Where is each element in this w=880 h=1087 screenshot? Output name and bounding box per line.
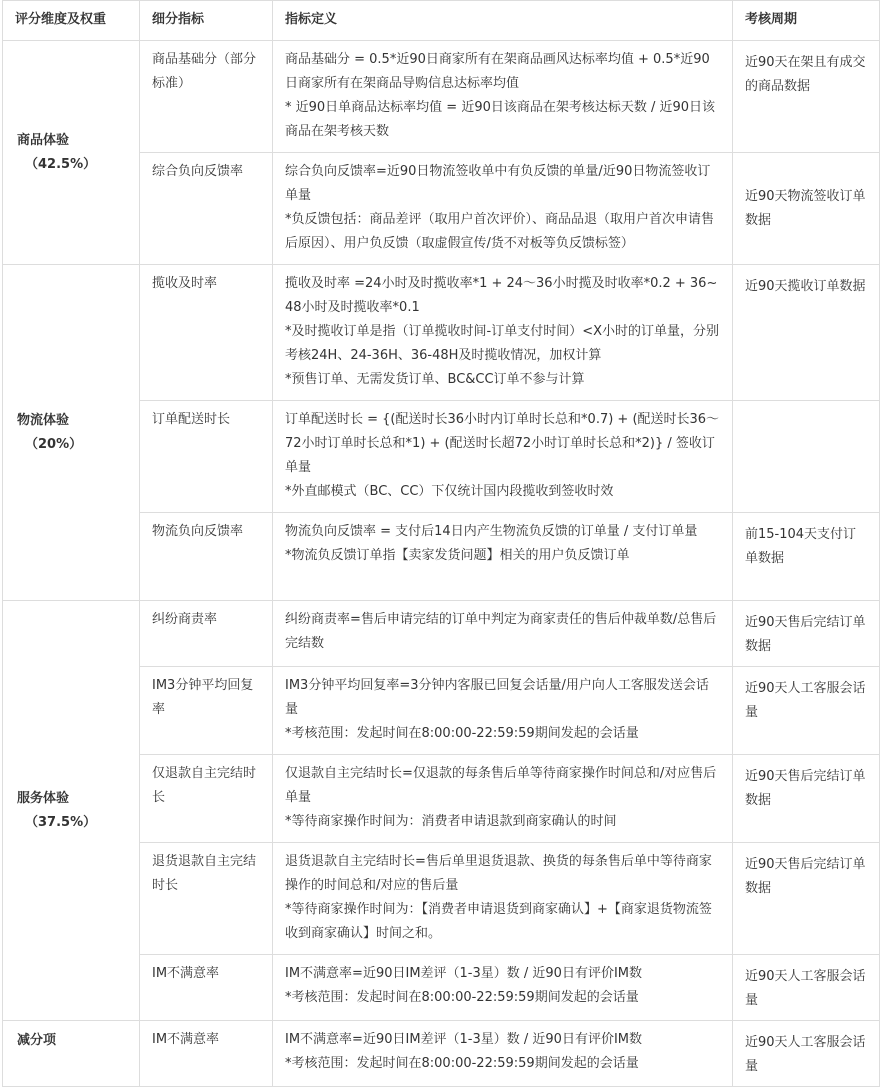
indicator-cell: 退货退款自主完结时长: [140, 843, 273, 955]
dimension-name: 商品体验: [17, 132, 70, 148]
indicator-cell: 物流负向反馈率: [140, 513, 273, 601]
definition-line: *考核范围：发起时间在8:00:00-22:59:59期间发起的会话量: [285, 990, 639, 1005]
table-row: [3, 601, 880, 667]
definition-line: 仅退款自主完结时长=仅退款的每条售后单等待商家操作时间总和/对应售后单量: [285, 766, 717, 805]
definition-line: 商品基础分 = 0.5*近90日商家所有在架商品画风达标率均值 + 0.5*近90日商家所有在架商品导购信息达标率均值: [285, 52, 710, 91]
definition-line: IM不满意率=近90日IM差评（1-3星）数 / 近90日有评价IM数: [285, 1032, 643, 1047]
header-dimension: 评分维度及权重: [3, 1, 140, 41]
definition-line: *等待商家操作时间为：消费者申请退款到商家确认的时间: [285, 814, 617, 829]
definition-line: *考核范围：发起时间在8:00:00-22:59:59期间发起的会话量: [285, 726, 639, 741]
indicator-cell: 商品基础分（部分标准）: [140, 41, 273, 153]
period-cell: 近90天人工客服会话量: [733, 1021, 880, 1087]
definition-cell: [273, 601, 733, 667]
definition-cell: [273, 843, 733, 955]
definition-line: *预售订单、无需发货订单、BC&CC订单不参与计算: [285, 372, 585, 387]
period-cell: 近90天售后完结订单数据: [733, 755, 880, 843]
definition-line: *及时揽收订单是指（订单揽收时间-订单支付时间）<X小时的订单量，分别考核24H、24-36H、36-48H及时揽收情况，加权计算: [285, 324, 719, 363]
period-cell: 近90天人工客服会话量: [733, 955, 880, 1021]
definition-line: 订单配送时长 = {(配送时长36小时内订单时长总和*0.7) + (配送时长36～72小时订单时长总和*1) + (配送时长超72小时订单时长总和*2)} / 签收订单量: [285, 412, 720, 475]
definition-cell: [273, 265, 733, 401]
definition-line: 退货退款自主完结时长=售后单里退货退款、换货的每条售后单中等待商家操作的时间总和/对应的售后量: [285, 854, 712, 893]
period-cell: 前15-104天支付订单数据: [733, 513, 880, 601]
definition-cell: [273, 755, 733, 843]
dimension-weight: （20%）: [25, 436, 83, 452]
definition-cell: [273, 41, 733, 153]
dimension-name: 减分项: [17, 1033, 57, 1048]
dimension-service: [3, 601, 140, 1021]
period-cell: [733, 401, 880, 513]
dimension-product: [3, 41, 140, 265]
header-definition: 指标定义: [273, 1, 733, 41]
definition-line: *外直邮模式（BC、CC）下仅统计国内段揽收到签收时效: [285, 484, 614, 499]
dimension-deduction: [3, 1021, 140, 1087]
dimension-logistics: [3, 265, 140, 601]
indicator-cell: 揽收及时率: [140, 265, 273, 401]
definition-line: 揽收及时率 =24小时及时揽收率*1 + 24～36小时揽及时收率*0.2 + 36~48小时及时揽收率*0.1: [285, 276, 718, 315]
definition-cell: [273, 153, 733, 265]
definition-cell: [273, 1021, 733, 1087]
definition-line: *物流负反馈订单指【卖家发货问题】相关的用户负反馈订单: [285, 548, 630, 563]
period-cell: 近90天揽收订单数据: [733, 265, 880, 401]
definition-line: *考核范围：发起时间在8:00:00-22:59:59期间发起的会话量: [285, 1056, 639, 1071]
dimension-name: 服务体验: [17, 790, 70, 806]
table-row: [3, 41, 880, 153]
definition-line: IM不满意率=近90日IM差评（1-3星）数 / 近90日有评价IM数: [285, 966, 643, 981]
header-indicator: 细分指标: [140, 1, 273, 41]
period-cell: 近90天在架且有成交的商品数据: [733, 41, 880, 153]
indicator-cell: IM不满意率: [140, 955, 273, 1021]
definition-cell: [273, 667, 733, 755]
dimension-weight: （37.5%）: [25, 814, 97, 830]
table-row: [3, 1021, 880, 1087]
definition-line: 综合负向反馈率=近90日物流签收单中有负反馈的单量/近90日物流签收订单量: [285, 164, 711, 203]
period-cell: 近90天售后完结订单数据: [733, 843, 880, 955]
period-cell: 近90天人工客服会话量: [733, 667, 880, 755]
definition-cell: [273, 513, 733, 601]
table-header-row: [3, 1, 880, 41]
indicator-cell: IM不满意率: [140, 1021, 273, 1087]
dimension-name: 物流体验: [17, 412, 70, 428]
indicator-cell: 综合负向反馈率: [140, 153, 273, 265]
definition-line: 物流负向反馈率 = 支付后14日内产生物流负反馈的订单量 / 支付订单量: [285, 524, 698, 539]
indicator-cell: 仅退款自主完结时长: [140, 755, 273, 843]
table-row: [3, 265, 880, 401]
definition-line: 纠纷商责率=售后申请完结的订单中判定为商家责任的售后仲裁单数/总售后完结数: [285, 612, 717, 651]
indicator-cell: 订单配送时长: [140, 401, 273, 513]
header-period: 考核周期: [733, 1, 880, 41]
definition-cell: [273, 401, 733, 513]
period-cell: 近90天物流签收订单数据: [733, 153, 880, 265]
definition-line: *等待商家操作时间为：【消费者申请退货到商家确认】+【商家退货物流签收到商家确认】时间之和。: [285, 902, 712, 941]
period-cell: 近90天售后完结订单数据: [733, 601, 880, 667]
definition-line: IM3分钟平均回复率=3分钟内客服已回复会话量/用户向人工客服发送会话量: [285, 678, 709, 717]
scoring-table: [2, 0, 880, 1087]
indicator-cell: IM3分钟平均回复率: [140, 667, 273, 755]
definition-line: * 近90日单商品达标率均值 = 近90日该商品在架考核达标天数 / 近90日该商品在架考核天数: [285, 100, 716, 139]
definition-cell: [273, 955, 733, 1021]
indicator-cell: 纠纷商责率: [140, 601, 273, 667]
definition-line: *负反馈包括：商品差评（取用户首次评价）、商品品退（取用户首次申请售后原因）、用户负反馈（取虚假宣传/货不对板等负反馈标签）: [285, 212, 715, 251]
dimension-weight: （42.5%）: [25, 156, 97, 172]
